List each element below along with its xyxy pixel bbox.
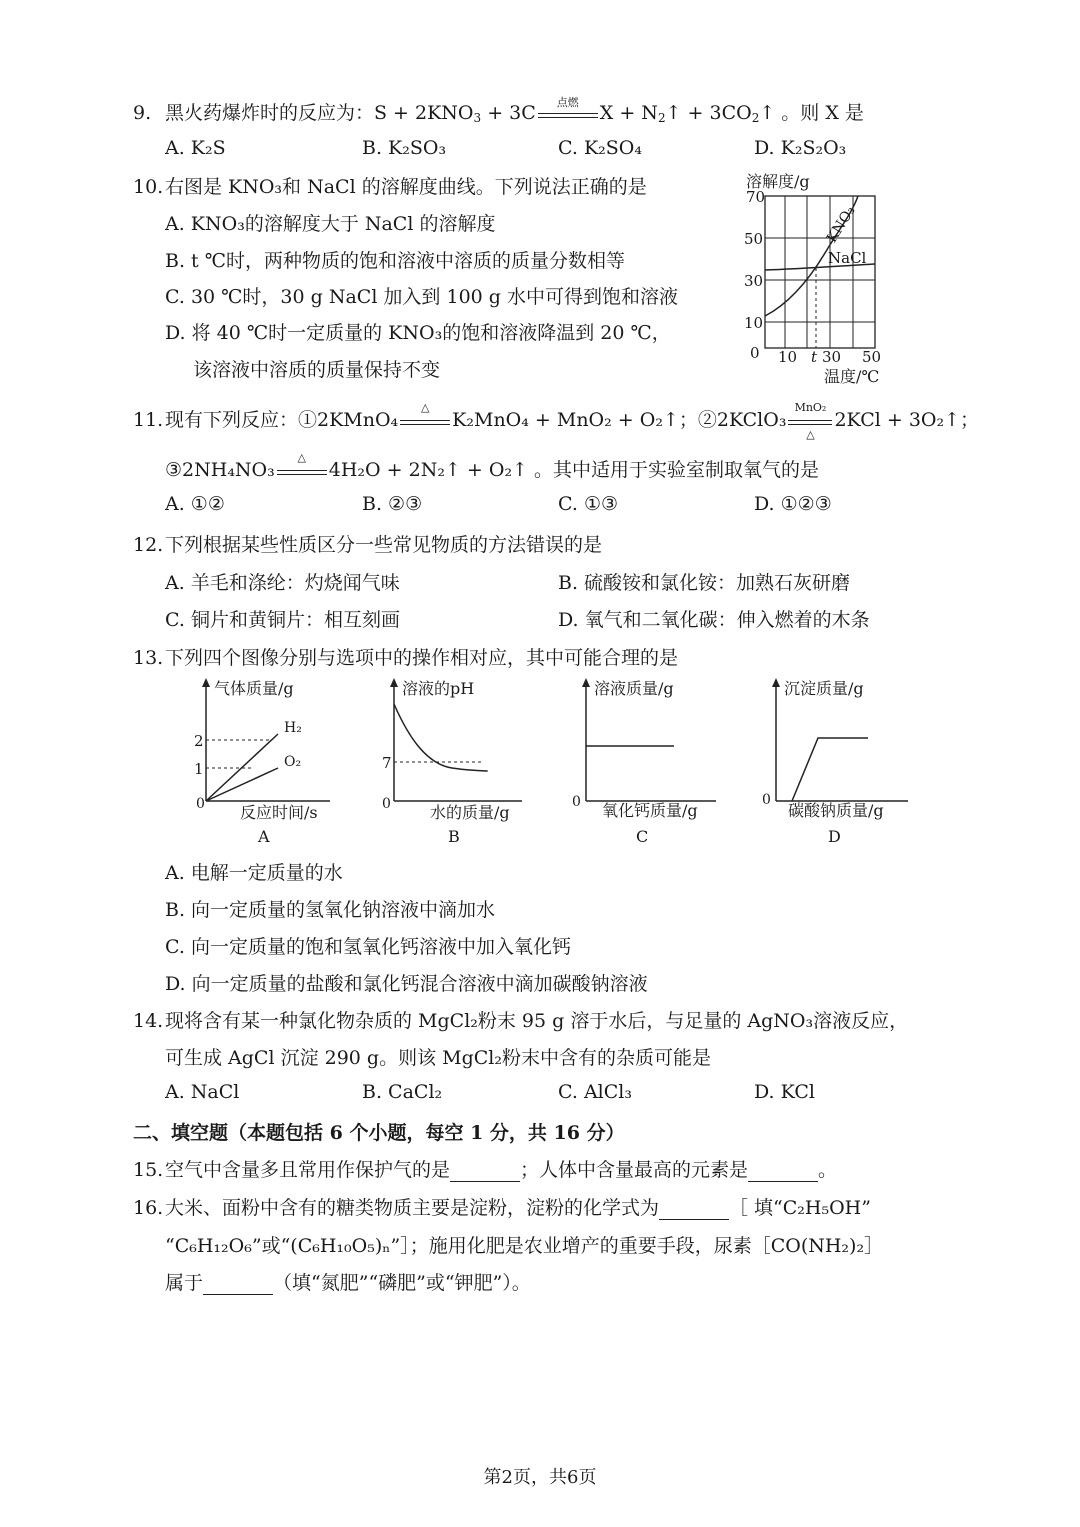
q11-line2: ③2NH₄NO₃ △ 4H₂O + 2N₂↑ + O₂↑ 。其中适用于实验室制取氧气的是 xyxy=(165,451,820,481)
svg-text:溶液的pH: 溶液的pH xyxy=(402,679,475,698)
svg-text:水的质量/g: 水的质量/g xyxy=(430,803,510,822)
q14-option-b: B. CaCl₂ xyxy=(362,1081,443,1103)
chart-ylabel: 溶解度/g xyxy=(746,172,810,191)
page-footer: 第2页，共6页 xyxy=(483,1467,597,1488)
svg-text:0: 0 xyxy=(750,344,760,362)
graph-b xyxy=(372,676,542,848)
svg-text:气体质量/g: 气体质量/g xyxy=(214,679,294,698)
q9-stem: 9. 黑火药爆炸时的反应为：$S + 2KNO_3 + 3C$ 点燃 $X + N_2↑$ + $3CO_2↑$ 。则 X 是 xyxy=(133,96,864,125)
svg-text:t: t xyxy=(811,348,818,366)
q10-option-c: C. 30 ℃时，30 g NaCl 加入到 100 g 水中可得到饱和溶液 xyxy=(165,286,678,308)
q13-option-a: A. 电解一定质量的水 xyxy=(165,862,343,884)
svg-text:0: 0 xyxy=(762,792,771,808)
q14-line2: 可生成 AgCl 沉淀 290 g。则该 MgCl₂粉末中含有的杂质可能是 xyxy=(165,1047,711,1069)
graph-a xyxy=(180,676,350,848)
section-2-heading: 二、填空题（本题包括 6 个小题，每空 1 分，共 16 分） xyxy=(133,1122,625,1144)
svg-text:0: 0 xyxy=(572,794,581,810)
q15-blank-2[interactable] xyxy=(748,1165,818,1182)
q10-option-d: D. 将 40 ℃时一定质量的 KNO₃的饱和溶液降温到 20 ℃， xyxy=(165,322,671,344)
svg-text:10: 10 xyxy=(778,348,798,366)
svg-text:2: 2 xyxy=(194,732,204,750)
svg-text:0: 0 xyxy=(382,796,391,812)
q12-option-d: D. 氧气和二氧化碳：伸入燃着的木条 xyxy=(558,609,870,631)
q13-option-b: B. 向一定质量的氢氧化钠溶液中滴加水 xyxy=(165,899,496,921)
svg-text:10: 10 xyxy=(744,314,764,332)
svg-text:反应时间/s: 反应时间/s xyxy=(240,803,318,822)
q15-blank-1[interactable] xyxy=(450,1165,520,1182)
svg-text:D: D xyxy=(828,827,841,846)
svg-text:氧化钙质量/g: 氧化钙质量/g xyxy=(602,801,698,820)
nacl-label: NaCl xyxy=(828,249,867,267)
svg-text:30: 30 xyxy=(744,272,764,290)
chart-xlabel: 温度/℃ xyxy=(824,367,880,386)
svg-text:C: C xyxy=(636,827,649,846)
q13-option-d: D. 向一定质量的盐酸和氯化钙混合溶液中滴加碳酸钠溶液 xyxy=(165,973,648,995)
svg-text:碳酸钠质量/g: 碳酸钠质量/g xyxy=(788,801,884,820)
svg-text:B: B xyxy=(448,827,460,846)
graph-c xyxy=(566,676,736,848)
solubility-chart xyxy=(740,168,910,390)
q14-option-c: C. AlCl₃ xyxy=(558,1081,632,1103)
q16-line2: “C₆H₁₂O₆”或“(C₆H₁₀O₅)ₙ”］；施用化肥是农业增产的重要手段，尿素［CO(NH₂)₂］ xyxy=(165,1235,884,1257)
q16-blank-2[interactable] xyxy=(203,1278,273,1295)
q14-line1: 14.现将含有某一种氯化物杂质的 MgCl₂粉末 95 g 溶于水后，与足量的 AgNO₃溶液反应， xyxy=(133,1010,909,1032)
svg-text:溶液质量/g: 溶液质量/g xyxy=(594,679,674,698)
q13-stem: 13.下列四个图像分别与选项中的操作相对应，其中可能合理的是 xyxy=(133,647,679,669)
q10-stem: 10.右图是 KNO₃和 NaCl 的溶解度曲线。下列说法正确的是 xyxy=(133,176,647,198)
q11-line1: 11.现有下列反应：①2KMnO₄ △ K₂MnO₄ + MnO₂ + O₂↑；②2KClO₃ MnO₂ △ 2KCl + 3O₂↑； xyxy=(133,401,980,441)
svg-text:1: 1 xyxy=(194,760,204,778)
q16-line3: 属于 （填“氮肥”“磷肥”或“钾肥”）。 xyxy=(165,1272,531,1294)
svg-text:O₂: O₂ xyxy=(284,754,302,770)
ignite-condition: 点燃 xyxy=(538,104,598,124)
graph-d xyxy=(758,676,928,848)
q10-option-b: B. t ℃时，两种物质的饱和溶液中溶质的质量分数相等 xyxy=(165,250,625,272)
q11-option-c: C. ①③ xyxy=(558,493,619,515)
q9-option-a: A. K₂S xyxy=(165,137,226,159)
q12-option-a: A. 羊毛和涤纶：灼烧闻气味 xyxy=(165,572,400,594)
q15: 15.空气中含量多且常用作保护气的是 ；人体中含量最高的元素是 。 xyxy=(133,1159,838,1181)
q16-blank-1[interactable] xyxy=(659,1203,729,1220)
q12-option-b: B. 硫酸铵和氯化铵：加熟石灰研磨 xyxy=(558,572,851,594)
q16-line1: 16.大米、面粉中含有的糖类物质主要是淀粉，淀粉的化学式为 ［ 填“C₂H₅OH” xyxy=(133,1197,871,1219)
q10-option-d-cont: 该溶液中溶质的质量保持不变 xyxy=(193,359,441,381)
q9-option-c: C. K₂SO₄ xyxy=(558,137,642,159)
svg-text:沉淀质量/g: 沉淀质量/g xyxy=(784,679,864,698)
q9-option-d: D. K₂S₂O₃ xyxy=(754,137,847,159)
q11-option-a: A. ①② xyxy=(165,493,225,515)
q14-option-a: A. NaCl xyxy=(165,1081,240,1103)
kno3-label: KNO₃ xyxy=(823,203,859,246)
svg-text:50: 50 xyxy=(744,230,764,248)
svg-text:A: A xyxy=(258,827,270,846)
q12-option-c: C. 铜片和黄铜片：相互刻画 xyxy=(165,609,400,631)
q14-option-d: D. KCl xyxy=(754,1081,815,1103)
svg-text:H₂: H₂ xyxy=(284,720,302,736)
q9-option-b: B. K₂SO₃ xyxy=(362,137,447,159)
svg-text:0: 0 xyxy=(196,796,205,812)
q12-stem: 12.下列根据某些性质区分一些常见物质的方法错误的是 xyxy=(133,534,603,556)
q10-option-a: A. KNO₃的溶解度大于 NaCl 的溶解度 xyxy=(165,213,496,235)
svg-text:30: 30 xyxy=(822,348,842,366)
q13-option-c: C. 向一定质量的饱和氢氧化钙溶液中加入氧化钙 xyxy=(165,936,571,958)
svg-text:70: 70 xyxy=(746,188,766,206)
q11-option-b: B. ②③ xyxy=(362,493,423,515)
svg-text:7: 7 xyxy=(382,754,392,772)
svg-text:50: 50 xyxy=(862,348,882,366)
q11-option-d: D. ①②③ xyxy=(754,493,832,515)
